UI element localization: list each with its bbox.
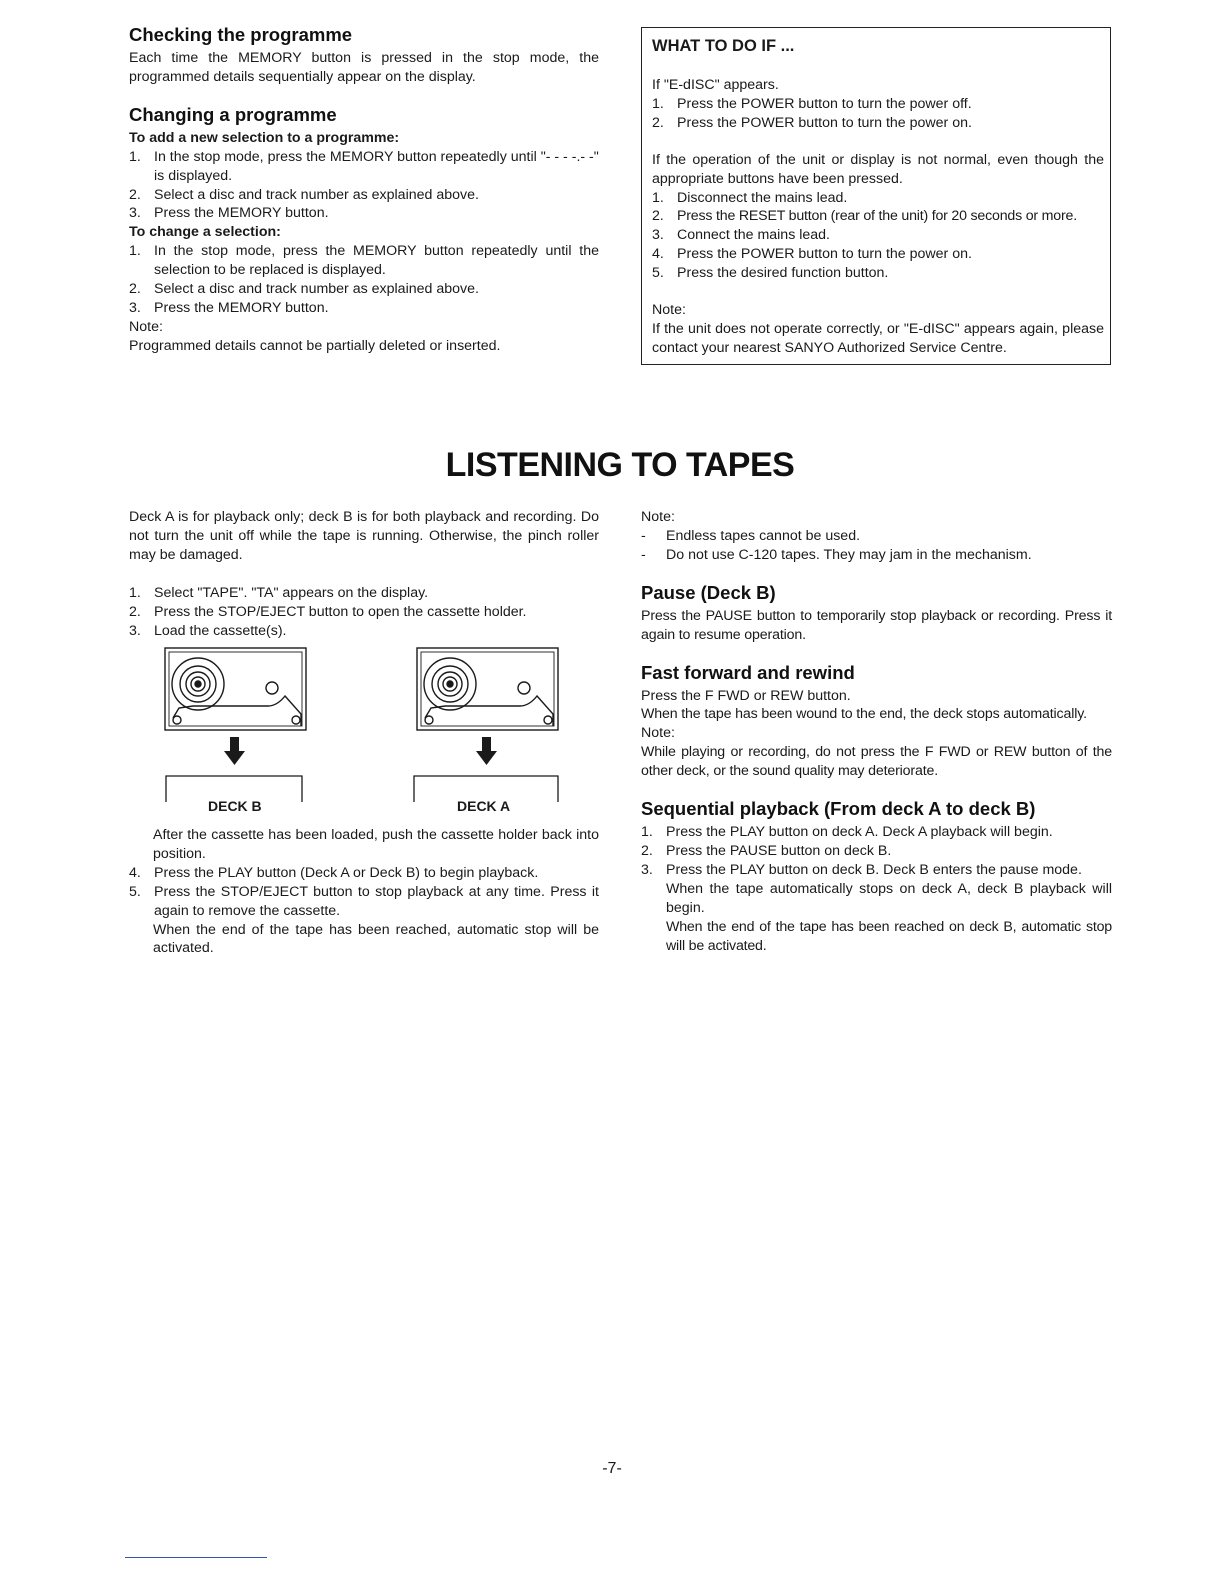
list-item: 3. Press the MEMORY button. bbox=[129, 299, 329, 316]
list-item: 1. In the stop mode, press the MEMORY button repeatedly until "- - - -.- -" is displayed. bbox=[129, 148, 599, 184]
list-item: - Endless tapes cannot be used. bbox=[641, 527, 861, 544]
changing-note-text: Programmed details cannot be partially deleted or inserted. bbox=[129, 337, 501, 354]
ff-text-1: Press the F FWD or REW button. bbox=[641, 687, 851, 704]
box-note-label: Note: bbox=[652, 302, 686, 319]
ff-note-label: Note: bbox=[641, 725, 675, 742]
ff-text-2: When the tape has been wound to the end, the deck stops automatically. bbox=[641, 706, 1087, 723]
left-top-column bbox=[129, 24, 599, 356]
cassette-deck-b bbox=[165, 648, 306, 730]
list-item: 1. Press the POWER button to turn the power off. bbox=[652, 95, 972, 112]
page-number: -7- bbox=[602, 1460, 622, 1477]
tapes-intro: Deck A is for playback only; deck B is for both playback and recording. Do not turn the unit off while the tape is running. Otherwise, the pinch roller may be damaged. bbox=[129, 509, 599, 563]
list-item: 4. Press the PLAY button (Deck A or Deck B) to begin playback. bbox=[129, 864, 539, 881]
list-item: 5. Press the desired function button. bbox=[652, 265, 889, 282]
tapes-notes-list bbox=[641, 527, 1112, 565]
list-item: 3. Press the PLAY button on deck B. Deck B enters the pause mode. bbox=[641, 861, 1082, 878]
auto-stop-text: When the end of the tape has been reached, automatic stop will be activated. bbox=[153, 921, 599, 957]
footer-line bbox=[125, 1557, 267, 1558]
arrow-down-icon bbox=[476, 737, 497, 765]
tapes-right-column bbox=[641, 508, 1112, 955]
change-selection-heading: To change a selection: bbox=[129, 224, 281, 241]
seq-extra-2: When the end of the tape has been reached on deck B, automatic stop will be activated. bbox=[666, 918, 1112, 954]
tapes-left-lower bbox=[129, 826, 599, 958]
tapes-left-column bbox=[129, 508, 599, 640]
ff-heading: Fast forward and rewind bbox=[641, 661, 855, 683]
list-item: 1. Press the PLAY button on deck A. Deck A playback will begin. bbox=[641, 824, 1053, 841]
cassette-illustration bbox=[160, 645, 580, 820]
seq-extra-1: When the tape automatically stops on deck A, deck B playback will begin. bbox=[666, 880, 1112, 916]
list-item: 5. Press the STOP/EJECT button to stop playback at any time. Press it again to remove the cassette. bbox=[129, 883, 599, 919]
list-item: 1. Select "TAPE". "TA" appears on the display. bbox=[129, 584, 429, 601]
page-title: LISTENING TO TAPES bbox=[445, 446, 795, 484]
tapes-note-label: Note: bbox=[641, 509, 675, 525]
pause-text: Press the PAUSE button to temporarily stop playback or recording. Press it again to resume operation. bbox=[641, 607, 1112, 643]
list-item: 1. Disconnect the mains lead. bbox=[652, 189, 848, 206]
list-item: 2. Press the RESET button (rear of the unit) for 20 seconds or more. bbox=[652, 208, 1077, 225]
add-selection-heading: To add a new selection to a programme: bbox=[129, 129, 400, 146]
list-item: - Do not use C-120 tapes. They may jam in the mechanism. bbox=[641, 546, 1032, 563]
after-load-text: After the cassette has been loaded, push the cassette holder back into position. bbox=[153, 827, 599, 862]
list-item: 3. Connect the mains lead. bbox=[652, 227, 831, 244]
list-item: 2. Press the PAUSE button on deck B. bbox=[641, 842, 892, 859]
deck-b-label: DECK B bbox=[208, 798, 262, 814]
list-item: 3. Press the MEMORY button. bbox=[129, 205, 329, 222]
checking-heading: Checking the programme bbox=[129, 24, 353, 45]
add-steps-list bbox=[129, 148, 599, 224]
list-item: 1. In the stop mode, press the MEMORY button repeatedly until the selection to be replaced is displayed. bbox=[129, 243, 599, 279]
pause-heading: Pause (Deck B) bbox=[641, 581, 776, 603]
list-item: 2. Press the STOP/EJECT button to open the cassette holder. bbox=[129, 603, 527, 620]
edisc-steps-list bbox=[652, 95, 1104, 133]
list-item: 4. Press the POWER button to turn the power on. bbox=[652, 246, 972, 263]
ff-note: While playing or recording, do not press the F FWD or REW button of the other deck, or the sound quality may deteriorate. bbox=[641, 744, 1112, 780]
list-item: 2. Press the POWER button to turn the power on. bbox=[652, 114, 972, 131]
changing-note-label: Note: bbox=[129, 318, 163, 335]
changing-heading: Changing a programme bbox=[129, 103, 337, 125]
deck-a-label: DECK A bbox=[457, 798, 511, 814]
what-to-do-box bbox=[641, 27, 1111, 365]
list-item: 3. Load the cassette(s). bbox=[129, 622, 287, 639]
arrow-down-icon bbox=[224, 737, 245, 765]
box-note-text: If the unit does not operate correctly, or "E-dISC" appears again, please contact your nearest SANYO Authorized Service Centre. bbox=[652, 320, 1104, 356]
checking-body: Each time the MEMORY button is pressed in the stop mode, the programmed details sequentially appear on the display. bbox=[129, 50, 599, 85]
edisc-intro: If "E-dISC" appears. bbox=[652, 77, 779, 93]
seq-heading: Sequential playback (From deck A to deck B) bbox=[641, 798, 1036, 820]
tape-steps-list-2 bbox=[129, 864, 599, 921]
seq-steps-list bbox=[641, 823, 1112, 880]
abnormal-steps-list bbox=[652, 189, 1104, 284]
abnormal-intro: If the operation of the unit or display is not normal, even though the appropriate buttons have been pressed. bbox=[652, 151, 1104, 187]
what-to-do-heading: WHAT TO DO IF ... bbox=[652, 37, 795, 55]
list-item: 2. Select a disc and track number as explained above. bbox=[129, 186, 479, 203]
change-steps-list bbox=[129, 242, 599, 318]
cassette-deck-a bbox=[417, 648, 558, 730]
tape-steps-list bbox=[129, 584, 599, 641]
list-item: 2. Select a disc and track number as explained above. bbox=[129, 281, 479, 298]
